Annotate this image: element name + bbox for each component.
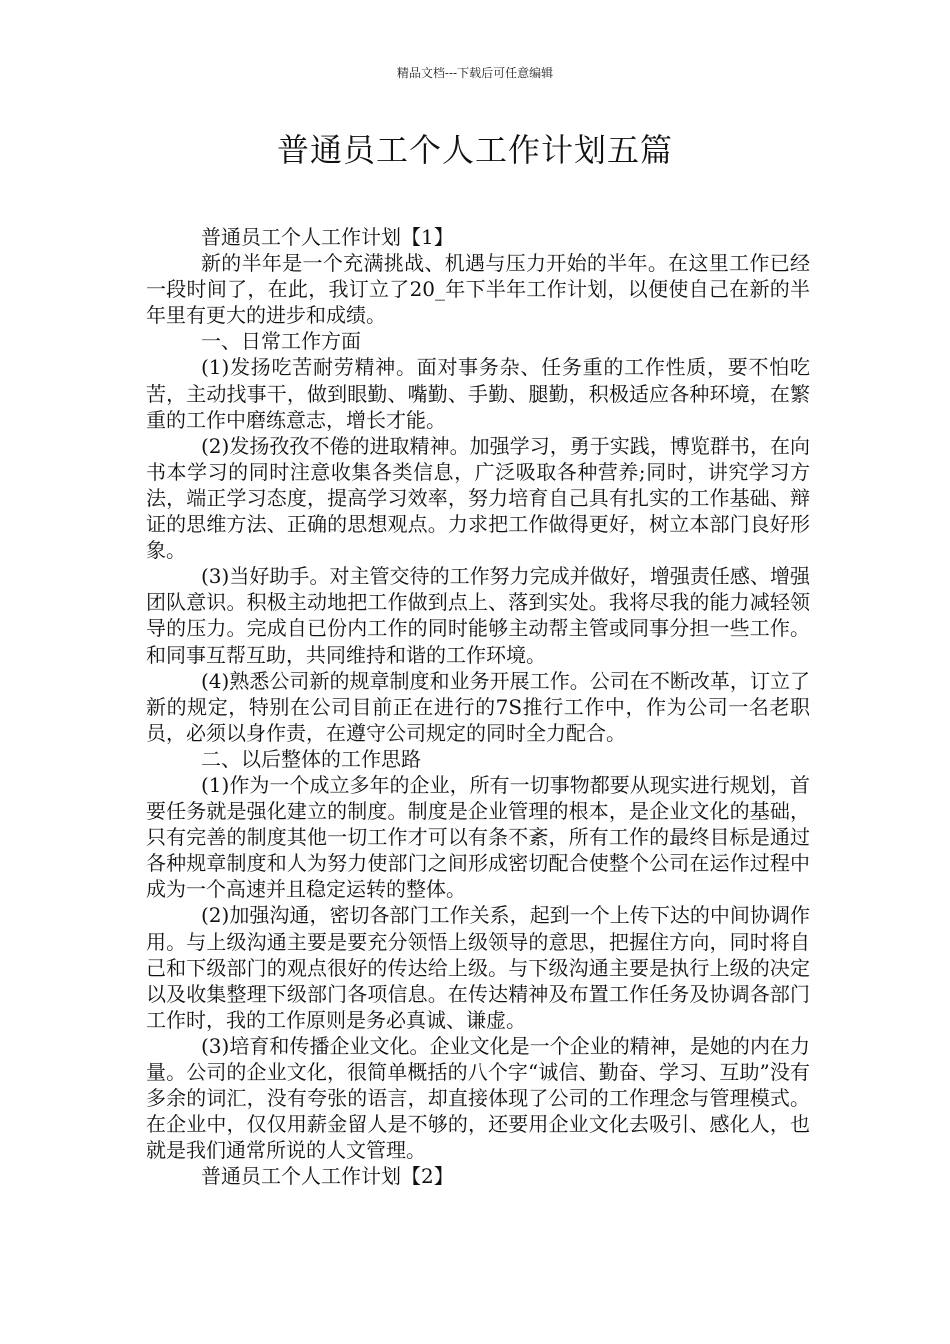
paragraph-idea-2: (2)加强沟通，密切各部门工作关系，起到一个上传下达的中间协调作用。与上级沟通主要是要充分领悟上级领导的意思，把握住方向，同时将自己和下级部门的观点很好的传达给上级。与下级沟通主要是执行上级的决定以及收集整理下级部门各项信息。在传达精神及布置工作任务及协调各部门工作时，我的工作原则是务必真诚、谦虚。: [146, 903, 810, 1032]
paragraph-item-4: (4)熟悉公司新的规章制度和业务开展工作。公司在不断改革，订立了新的规定，特别在公司目前正在进行的7S推行工作中，作为公司一名老职员，必须以身作责，在遵守公司规定的同时全力配合。: [146, 668, 810, 745]
document-title: 普通员工个人工作计划五篇: [276, 131, 673, 169]
paragraph-item-2: (2)发扬孜孜不倦的进取精神。加强学习，勇于实践，博览群书，在向书本学习的同时注意收集各类信息，广泛吸取各种营养;同时，讲究学习方法，端正学习态度，提高学习效率，努力培育自己具有扎实的工作基础、辩证的思维方法、正确的思想观点。力求把工作做得更好，树立本部门良好形象。: [146, 433, 810, 563]
section-heading-daily-work: 一、日常工作方面: [201, 329, 361, 354]
section-heading-plan-1: 普通员工个人工作计划【1】: [201, 225, 454, 249]
paragraph-intro: 新的半年是一个充满挑战、机遇与压力开始的半年。在这里工作已经一段时间了，在此，我订立了20_年下半年工作计划，以便使自己在新的半年里有更大的进步和成绩。: [146, 251, 810, 328]
page-header-watermark: 精品文档---下载后可任意编辑: [396, 66, 554, 80]
paragraph-item-1: (1)发扬吃苦耐劳精神。面对事务杂、任务重的工作性质，要不怕吃苦，主动找事干，做到眼勤、嘴勤、手勤、腿勤，积极适应各种环境，在繁重的工作中磨练意志，增长才能。: [146, 355, 810, 432]
paragraph-idea-3: (3)培育和传播企业文化。企业文化是一个企业的精神，是她的内在力量。公司的企业文化，很简单概括的八个字“诚信、勤奋、学习、互助”没有多余的词汇，没有夸张的语言，却直接体现了公司的工作理念与管理模式。在企业中，仅仅用薪金留人是不够的，还要用企业文化去吸引、感化人，也就是我们通常所说的人文管理。: [146, 1033, 810, 1163]
section-heading-plan-2: 普通员工个人工作计划【2】: [201, 1164, 454, 1189]
document-body: [146, 224, 810, 1189]
paragraph-item-3: (3)当好助手。对主管交待的工作努力完成并做好，增强责任感、增强团队意识。积极主动地把工作做到点上、落到实处。我将尽我的能力减轻领导的压力。完成自已份内工作的同时能够主动帮主管或同事分担一些工作。和同事互帮互助，共同维持和谐的工作环境。: [146, 564, 810, 667]
paragraph-idea-1: (1)作为一个成立多年的企业，所有一切事物都要从现实进行规划，首要任务就是强化建立的制度。制度是企业管理的根本，是企业文化的基础，只有完善的制度其他一切工作才可以有条不紊，所有工作的最终目标是通过各种规章制度和人为努力使部门之间形成密切配合使整个公司在运作过程中成为一个高速并且稳定运转的整体。: [146, 772, 810, 902]
section-heading-work-ideas: 二、以后整体的工作思路: [201, 746, 421, 771]
